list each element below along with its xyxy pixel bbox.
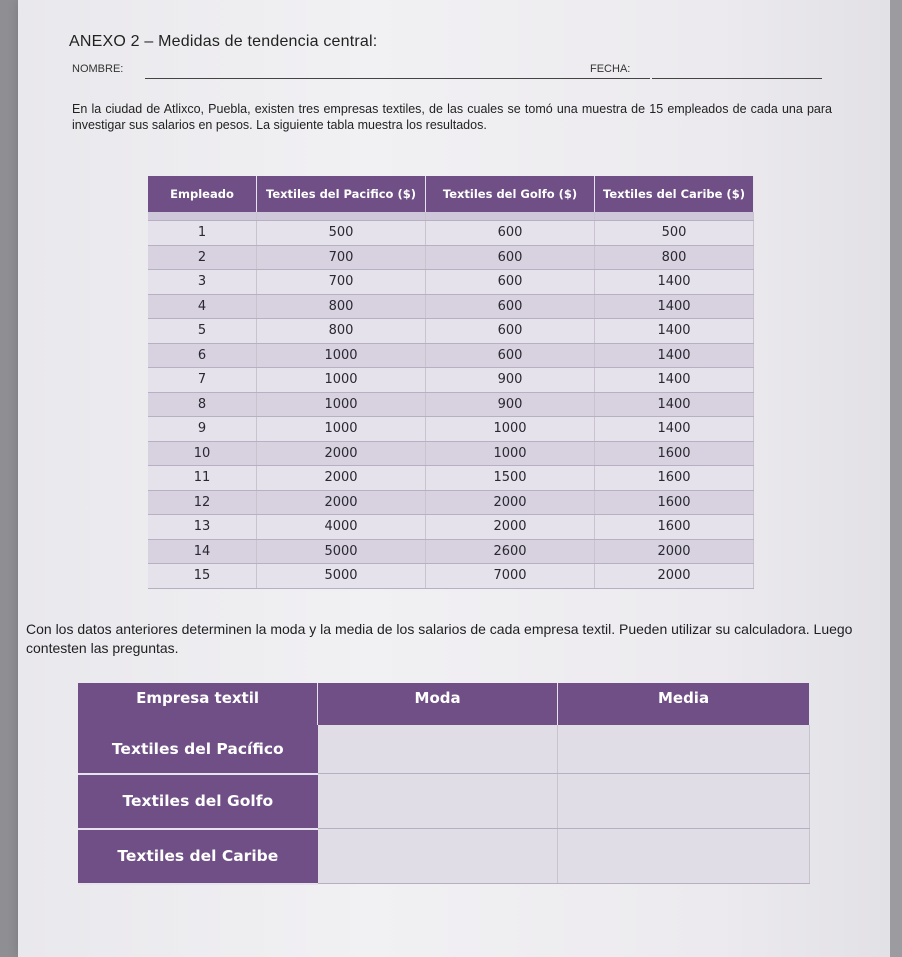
table-row (148, 466, 754, 491)
column-header: Textiles del Caribe ($) (595, 176, 754, 212)
salary-cell: 2600 (426, 539, 595, 564)
salary-cell: 1600 (595, 441, 754, 466)
employee-number-cell: 3 (148, 270, 257, 295)
salary-cell: 800 (257, 319, 426, 344)
employee-number-cell: 1 (148, 221, 257, 246)
company-label: Textiles del Caribe (78, 829, 318, 884)
salary-cell: 900 (426, 368, 595, 393)
table-row (148, 515, 754, 540)
salary-cell: 500 (595, 221, 754, 246)
salary-cell: 1600 (595, 515, 754, 540)
background-edge (890, 0, 902, 957)
salary-cell: 600 (426, 221, 595, 246)
instructions-paragraph: Con los datos anteriores determinen la moda y la media de los salarios de cada empresa textil. Pueden utilizar su calculadora. Luego contesten las preguntas. (26, 621, 853, 656)
salary-cell: 2000 (257, 441, 426, 466)
table-row (78, 725, 810, 774)
table-row (148, 245, 754, 270)
column-header: Moda (318, 683, 558, 713)
salary-cell: 2000 (257, 490, 426, 515)
salary-cell: 2000 (426, 515, 595, 540)
salary-cell: 1400 (595, 319, 754, 344)
salary-cell: 5000 (257, 539, 426, 564)
column-header: Empleado (148, 176, 257, 212)
employee-number-cell: 4 (148, 294, 257, 319)
employee-number-cell: 14 (148, 539, 257, 564)
salary-cell: 600 (426, 343, 595, 368)
salary-cell: 1600 (595, 466, 754, 491)
salary-table-header (148, 176, 754, 212)
media-answer-cell[interactable] (558, 829, 810, 884)
company-label: Textiles del Golfo (78, 774, 318, 829)
table-row (148, 564, 754, 589)
moda-answer-cell[interactable] (318, 725, 558, 774)
column-header: Media (558, 683, 810, 713)
table-row (148, 368, 754, 393)
salary-cell: 600 (426, 245, 595, 270)
salary-cell: 1000 (257, 392, 426, 417)
employee-number-cell: 7 (148, 368, 257, 393)
table-row (148, 417, 754, 442)
salary-cell: 5000 (257, 564, 426, 589)
employee-number-cell: 6 (148, 343, 257, 368)
salary-table (148, 176, 754, 589)
salary-cell: 4000 (257, 515, 426, 540)
salary-cell: 1000 (257, 368, 426, 393)
table-spacer-row (148, 212, 754, 221)
salary-cell: 1000 (257, 417, 426, 442)
salary-cell: 1400 (595, 368, 754, 393)
salary-cell: 1000 (257, 343, 426, 368)
moda-answer-cell[interactable] (318, 774, 558, 829)
employee-number-cell: 10 (148, 441, 257, 466)
results-table (78, 683, 810, 885)
salary-cell: 600 (426, 294, 595, 319)
salary-cell: 2000 (595, 564, 754, 589)
salary-cell: 1400 (595, 417, 754, 442)
salary-cell: 1600 (595, 490, 754, 515)
moda-answer-cell[interactable] (318, 829, 558, 884)
salary-cell: 800 (257, 294, 426, 319)
table-row (148, 441, 754, 466)
salary-cell: 1400 (595, 343, 754, 368)
column-header: Textiles del Pacifico ($) (257, 176, 426, 212)
salary-cell: 1500 (426, 466, 595, 491)
table-row (148, 343, 754, 368)
employee-number-cell: 8 (148, 392, 257, 417)
salary-table-body (148, 212, 754, 588)
salary-cell: 600 (426, 270, 595, 295)
salary-cell: 500 (257, 221, 426, 246)
salary-cell: 2000 (595, 539, 754, 564)
salary-cell: 600 (426, 319, 595, 344)
employee-number-cell: 13 (148, 515, 257, 540)
column-header: Empresa textil (78, 683, 318, 713)
table-row (148, 270, 754, 295)
salary-cell: 1000 (426, 417, 595, 442)
salary-cell: 700 (257, 245, 426, 270)
salary-cell: 1400 (595, 270, 754, 295)
media-answer-cell[interactable] (558, 725, 810, 774)
results-spacer-row (78, 713, 810, 725)
salary-cell: 700 (257, 270, 426, 295)
page-title: ANEXO 2 – Medidas de tendencia central: (69, 33, 378, 50)
name-label: NOMBRE: (72, 63, 124, 75)
salary-cell: 2000 (257, 466, 426, 491)
column-header: Textiles del Golfo ($) (426, 176, 595, 212)
name-field[interactable] (145, 78, 650, 79)
salary-cell: 800 (595, 245, 754, 270)
date-label: FECHA: (590, 63, 631, 75)
results-table-header (78, 683, 810, 713)
salary-cell: 1400 (595, 294, 754, 319)
table-row (148, 294, 754, 319)
salary-cell: 1400 (595, 392, 754, 417)
table-row (148, 539, 754, 564)
table-row (148, 221, 754, 246)
intro-paragraph: En la ciudad de Atlixco, Puebla, existen tres empresas textiles, de las cuales se tomó una muestra de 15 empleados de cada una para investigar sus salarios en pesos. La siguiente tabla muestra los resultados. (72, 102, 832, 132)
salary-cell: 2000 (426, 490, 595, 515)
date-field[interactable] (652, 78, 822, 79)
table-row (148, 490, 754, 515)
media-answer-cell[interactable] (558, 774, 810, 829)
table-row (148, 392, 754, 417)
employee-number-cell: 5 (148, 319, 257, 344)
employee-number-cell: 9 (148, 417, 257, 442)
table-row (78, 829, 810, 884)
employee-number-cell: 12 (148, 490, 257, 515)
table-row (78, 774, 810, 829)
company-label: Textiles del Pacífico (78, 725, 318, 774)
salary-cell: 7000 (426, 564, 595, 589)
table-row (148, 319, 754, 344)
salary-cell: 1000 (426, 441, 595, 466)
employee-number-cell: 15 (148, 564, 257, 589)
employee-number-cell: 11 (148, 466, 257, 491)
employee-number-cell: 2 (148, 245, 257, 270)
salary-cell: 900 (426, 392, 595, 417)
